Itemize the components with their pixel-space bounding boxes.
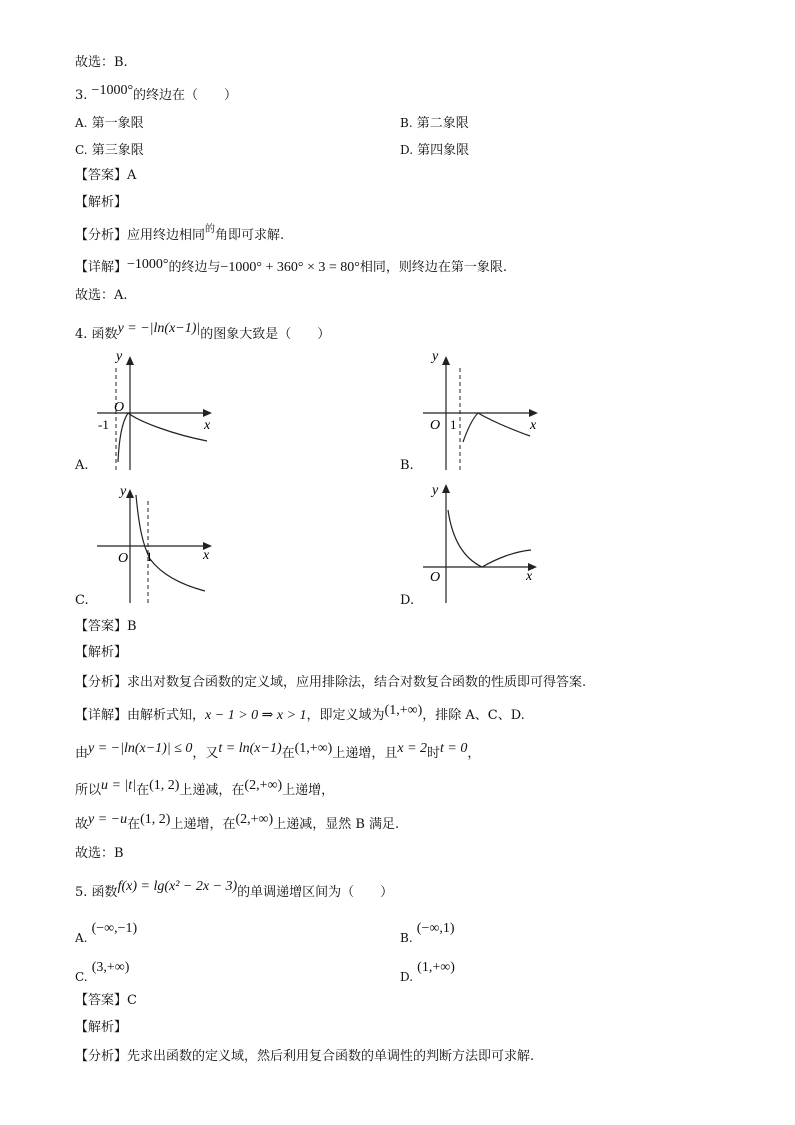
text: 在	[136, 783, 150, 798]
text: 上递增，在	[170, 817, 236, 832]
option-b	[400, 918, 455, 945]
option-text: (3,+∞)	[91, 960, 130, 975]
x-axis-label: x	[204, 418, 211, 433]
answer-line: 【答案】A	[75, 168, 137, 183]
graph-c-label: C.	[75, 593, 89, 608]
detail-line-3	[75, 778, 335, 801]
math: (2,+∞)	[244, 778, 283, 793]
option-label: C.	[75, 970, 88, 984]
detail-line-2	[75, 741, 481, 764]
option-text: (1,+∞)	[417, 960, 455, 975]
text: 时	[427, 746, 441, 761]
option-text: 第三象限	[91, 143, 144, 158]
option-d	[400, 957, 455, 984]
analysis-tag: 【分析】	[75, 675, 128, 690]
origin-label: O	[114, 400, 125, 415]
graph-b-label: B.	[400, 458, 414, 473]
option-a	[75, 918, 138, 945]
detail-math-1: −1000°	[127, 257, 169, 272]
option-label: A.	[75, 116, 88, 130]
y-axis-label: y	[116, 350, 123, 364]
answer-choice: 故选：A.	[75, 288, 128, 303]
text: 上递增，且	[332, 746, 398, 761]
math: (1, 2)	[140, 812, 171, 827]
answer-choice: 故选：B	[75, 846, 124, 861]
analysis-heading: 【解析】	[75, 195, 128, 210]
analysis-summary	[75, 673, 586, 693]
question-text: 的终边在（ ）	[133, 88, 238, 103]
math: (2,+∞)	[235, 812, 274, 827]
y-axis-label: y	[432, 483, 439, 498]
question-text-pre: 函数	[91, 327, 118, 342]
option-label: D.	[400, 143, 414, 157]
previous-answer-choice: 故选：B.	[75, 55, 128, 70]
option-label: B.	[400, 931, 413, 945]
analysis-text: 应用终边相同	[127, 228, 206, 243]
text: ，排除 A、C、D.	[422, 708, 525, 723]
text: ，又	[192, 746, 219, 761]
text: 故	[75, 817, 89, 832]
graph-c	[92, 483, 222, 608]
analysis-small-char: 的	[205, 224, 216, 235]
math: (1, 2)	[149, 778, 180, 793]
detailed-solution	[75, 258, 507, 278]
analysis-summary	[75, 1047, 534, 1067]
question-text-pre: 函数	[91, 885, 118, 900]
math: t = 0	[440, 741, 468, 756]
analysis-heading: 【解析】	[75, 1020, 128, 1035]
question-number: 3.	[75, 88, 88, 103]
question-text: 的单调递增区间为（ ）	[237, 885, 394, 900]
answer-line: 【答案】C	[75, 993, 137, 1008]
detail-line-4	[75, 812, 400, 835]
question-4-stem	[75, 321, 331, 345]
tick-label: 1	[450, 417, 457, 432]
graph-d-label: D.	[400, 593, 415, 608]
function-expression: y = −|ln(x−1)|	[117, 321, 201, 336]
math: y = −|ln(x−1)| ≤ 0	[88, 741, 193, 756]
text: 上递减，在	[179, 783, 245, 798]
option-text: 第二象限	[416, 116, 469, 131]
math: u = |t|	[101, 778, 137, 793]
text: ，	[467, 746, 481, 761]
option-a	[75, 113, 144, 134]
math: x = 2	[397, 741, 428, 756]
option-label: A.	[75, 931, 88, 945]
analysis-text: 求出对数复合函数的定义域，应用排除法，结合对数复合函数的性质即可得答案.	[127, 675, 587, 690]
function-expression: f(x) = lg(x² − 2x − 3)	[117, 879, 238, 894]
analysis-tag: 【分析】	[75, 228, 128, 243]
analysis-text: 先求出函数的定义域，然后利用复合函数的单调性的判断方法即可求解.	[127, 1049, 535, 1064]
detail-line-1	[75, 703, 525, 726]
x-axis-label: x	[530, 418, 537, 433]
detail-tag: 【详解】	[75, 708, 128, 723]
graph-d	[418, 478, 548, 608]
option-text: (−∞,−1)	[91, 921, 138, 936]
text: 在	[281, 746, 295, 761]
angle-expression: −1000°	[91, 83, 134, 98]
origin-label: O	[430, 418, 441, 433]
text: 在	[127, 817, 141, 832]
math: t = ln(x−1)	[218, 741, 282, 756]
question-number: 4.	[75, 327, 88, 342]
math: (1,+∞)	[294, 741, 333, 756]
option-label: D.	[400, 970, 414, 984]
question-text: 的图象大致是（ ）	[200, 327, 331, 342]
analysis-tag: 【分析】	[75, 1049, 128, 1064]
option-text: 第四象限	[417, 143, 470, 158]
question-number: 5.	[75, 885, 88, 900]
text: 上递增，	[282, 783, 335, 798]
answer-line: 【答案】B	[75, 619, 137, 634]
option-c	[75, 957, 130, 984]
origin-label: O	[118, 551, 129, 566]
analysis-summary	[75, 226, 284, 247]
tick-label: -1	[98, 417, 109, 432]
option-c	[75, 140, 144, 161]
option-label: C.	[75, 143, 88, 157]
analysis-text-2: 角即可求解.	[215, 228, 285, 243]
x-axis-label: x	[526, 569, 533, 584]
detail-tag: 【详解】	[75, 260, 128, 275]
graph-a	[92, 350, 222, 475]
graph-a-label: A.	[75, 458, 89, 473]
math: (1,+∞)	[384, 703, 423, 718]
option-text: (−∞,1)	[416, 921, 455, 936]
question-5-stem	[75, 879, 394, 903]
detail-text-2: 相同，则终边在第一象限.	[359, 260, 508, 275]
detail-text-1: 的终边与	[168, 260, 221, 275]
y-axis-label: y	[432, 350, 439, 364]
detail-math-2: −1000° + 360° × 3 = 80°	[220, 260, 360, 275]
text: 上递减，显然 B 满足.	[273, 817, 400, 832]
y-axis-label: y	[120, 484, 127, 499]
math: x − 1 > 0 ⇒ x > 1	[205, 708, 307, 723]
option-text: 第一象限	[91, 116, 144, 131]
analysis-heading: 【解析】	[75, 645, 128, 660]
x-axis-label: x	[203, 548, 210, 563]
option-label: B.	[400, 116, 413, 130]
text: 由解析式知，	[127, 708, 206, 723]
text: 由	[75, 746, 89, 761]
text: ，即定义域为	[306, 708, 385, 723]
question-3-stem	[75, 83, 238, 106]
math: y = −u	[88, 812, 128, 827]
text: 所以	[75, 783, 102, 798]
graph-b	[418, 350, 548, 475]
origin-label: O	[430, 570, 441, 585]
option-d	[400, 140, 469, 161]
option-b	[400, 113, 469, 134]
tick-label: 1	[146, 549, 153, 564]
